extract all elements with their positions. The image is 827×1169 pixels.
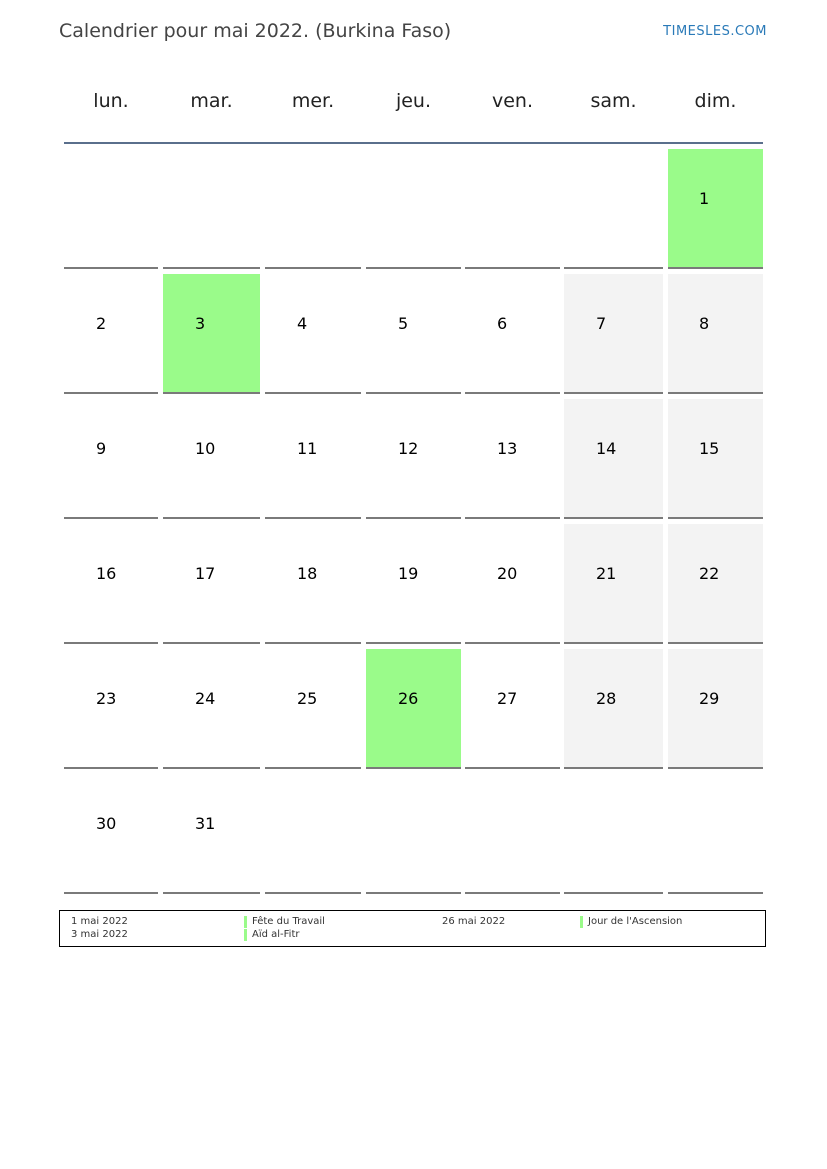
weekday-label: sam. <box>590 90 637 112</box>
day-number: 7 <box>596 314 607 333</box>
day-number: 4 <box>297 314 308 333</box>
day-cell[interactable] <box>265 524 361 644</box>
day-cell-weekend[interactable] <box>564 649 663 769</box>
day-number: 6 <box>497 314 508 333</box>
day-number: 30 <box>96 814 117 833</box>
legend-marker-1 <box>244 916 247 928</box>
weekday-header <box>64 90 763 120</box>
weekday-label: jeu. <box>395 90 432 112</box>
day-number: 28 <box>596 689 617 708</box>
day-cell-weekend[interactable] <box>668 274 763 394</box>
day-cell-weekend[interactable] <box>564 399 663 519</box>
day-cell[interactable] <box>163 649 260 769</box>
day-number: 9 <box>96 439 107 458</box>
day-cell-weekend[interactable] <box>564 274 663 394</box>
weekday-label: dim. <box>694 90 737 112</box>
day-cell[interactable] <box>163 524 260 644</box>
day-cell-holiday[interactable] <box>668 149 763 269</box>
day-number: 12 <box>398 439 419 458</box>
day-number: 5 <box>398 314 409 333</box>
weekday-label: ven. <box>491 90 533 112</box>
day-cell[interactable] <box>465 274 560 394</box>
day-cell[interactable] <box>64 774 158 894</box>
day-number: 24 <box>195 689 216 708</box>
day-number: 2 <box>96 314 107 333</box>
day-cell[interactable] <box>265 399 361 519</box>
day-number: 27 <box>497 689 518 708</box>
header-divider <box>64 142 763 144</box>
day-number: 26 <box>398 689 419 708</box>
empty-cell <box>564 149 663 269</box>
legend-name-1: Fête du Travail <box>252 916 325 927</box>
empty-cell <box>64 149 158 269</box>
day-cell[interactable] <box>465 524 560 644</box>
day-number: 25 <box>297 689 318 708</box>
day-number: 18 <box>297 564 318 583</box>
day-cell-weekend[interactable] <box>668 524 763 644</box>
day-number: 16 <box>96 564 117 583</box>
empty-cell <box>265 149 361 269</box>
day-cell[interactable] <box>64 399 158 519</box>
brand-link[interactable]: TIMESLES.COM <box>663 24 767 39</box>
day-cell-holiday[interactable] <box>366 649 461 769</box>
day-number: 8 <box>699 314 710 333</box>
legend-date-2: 3 mai 2022 <box>71 929 128 940</box>
empty-cell <box>265 774 361 894</box>
day-cell-weekend[interactable] <box>668 399 763 519</box>
empty-cell <box>564 774 663 894</box>
day-number: 29 <box>699 689 720 708</box>
weekday-label: mar. <box>190 90 233 112</box>
legend-marker-3 <box>580 916 583 928</box>
legend-name-3: Jour de l'Ascension <box>588 916 683 927</box>
empty-cell <box>465 149 560 269</box>
page-title: Calendrier pour mai 2022. (Burkina Faso) <box>59 20 452 42</box>
day-cell-weekend[interactable] <box>668 649 763 769</box>
day-cell-weekend[interactable] <box>564 524 663 644</box>
weekday-label: lun. <box>93 90 129 112</box>
day-number: 3 <box>195 314 206 333</box>
day-cell[interactable] <box>163 774 260 894</box>
day-number: 14 <box>596 439 617 458</box>
day-cell[interactable] <box>265 649 361 769</box>
day-number: 17 <box>195 564 216 583</box>
day-cell[interactable] <box>64 524 158 644</box>
day-number: 15 <box>699 439 720 458</box>
legend-date-3: 26 mai 2022 <box>442 916 506 927</box>
day-cell[interactable] <box>64 649 158 769</box>
day-number: 22 <box>699 564 720 583</box>
day-cell[interactable] <box>265 274 361 394</box>
day-number: 13 <box>497 439 518 458</box>
day-cell[interactable] <box>465 649 560 769</box>
empty-cell <box>668 774 763 894</box>
empty-cell <box>465 774 560 894</box>
day-number: 31 <box>195 814 216 833</box>
day-number: 19 <box>398 564 419 583</box>
day-number: 21 <box>596 564 617 583</box>
legend-marker-2 <box>244 929 247 941</box>
day-cell[interactable] <box>366 274 461 394</box>
empty-cell <box>366 149 461 269</box>
legend-name-2: Aïd al-Fitr <box>252 929 300 940</box>
day-number: 1 <box>699 189 710 208</box>
day-cell[interactable] <box>64 274 158 394</box>
day-cell[interactable] <box>366 399 461 519</box>
weekday-label: mer. <box>291 90 335 112</box>
legend-date-1: 1 mai 2022 <box>71 916 128 927</box>
empty-cell <box>366 774 461 894</box>
day-cell[interactable] <box>163 399 260 519</box>
day-number: 10 <box>195 439 216 458</box>
holiday-legend <box>59 910 766 947</box>
day-cell[interactable] <box>366 524 461 644</box>
day-number: 20 <box>497 564 518 583</box>
day-number: 11 <box>297 439 318 458</box>
day-cell-holiday[interactable] <box>163 274 260 394</box>
empty-cell <box>163 149 260 269</box>
day-cell[interactable] <box>465 399 560 519</box>
day-number: 23 <box>96 689 117 708</box>
